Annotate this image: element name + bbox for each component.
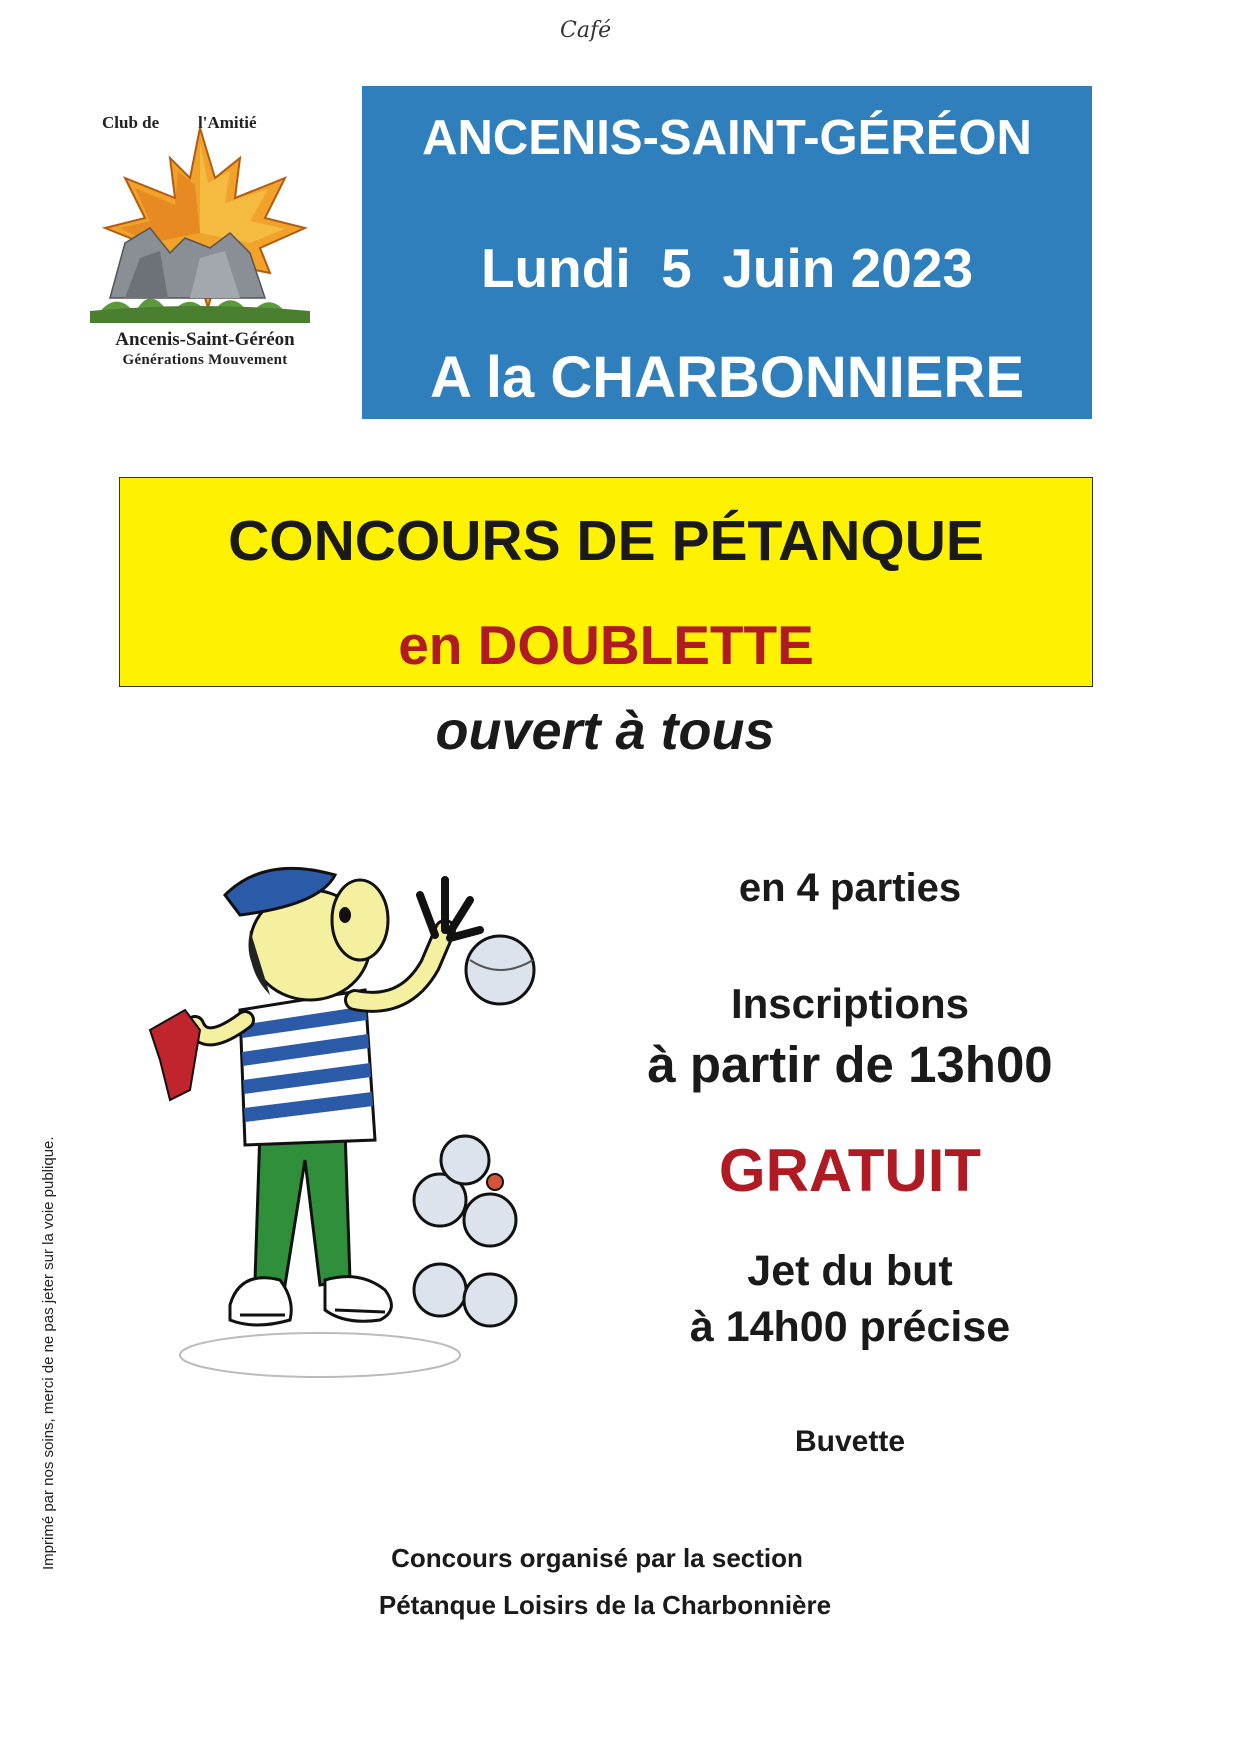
- logo-top-left: Club de: [102, 113, 160, 132]
- header-town: ANCENIS-SAINT-GÉRÉON: [422, 111, 1032, 165]
- petanque-player-illustration: [145, 860, 565, 1380]
- organizer-line1: [0, 1543, 1210, 1574]
- registration-time: à partir de 13h00: [647, 1036, 1053, 1093]
- registration-label: Inscriptions: [730, 980, 970, 1027]
- header-banner: [362, 86, 1092, 419]
- maple-leaf-rocks-icon: [90, 123, 310, 323]
- start-label: Jet du but: [747, 1247, 953, 1295]
- logo-bottom-line2: Générations Mouvement: [122, 352, 288, 368]
- rounds-text: en 4 parties: [738, 866, 962, 910]
- event-title: CONCOURS DE PÉTANQUE: [228, 509, 984, 573]
- event-banner: [119, 477, 1093, 687]
- start-time: à 14h00 précise: [689, 1303, 1011, 1351]
- header-date: Lundi 5 Juin 2023: [480, 237, 974, 299]
- handwritten-note: Café: [560, 18, 612, 43]
- organizer-line2: Pétanque Loisirs de la Charbonnière: [378, 1590, 832, 1620]
- price-text: GRATUIT: [718, 1137, 982, 1204]
- club-logo: [80, 105, 330, 385]
- event-format: en DOUBLETTE: [398, 614, 814, 676]
- event-audience: ouvert à tous: [435, 701, 775, 761]
- logo-top-right: l'Amitié: [198, 113, 257, 132]
- print-disclaimer: Imprimé par nos soins, merci de ne pas jeter sur la voie publique.: [40, 1136, 57, 1570]
- logo-bottom-line1: Ancenis-Saint-Géréon: [115, 329, 295, 350]
- organizer-line1-text: Concours organisé par la section: [391, 1543, 803, 1573]
- bar-text: Buvette: [794, 1425, 906, 1458]
- header-place: A la CHARBONNIERE: [429, 345, 1025, 410]
